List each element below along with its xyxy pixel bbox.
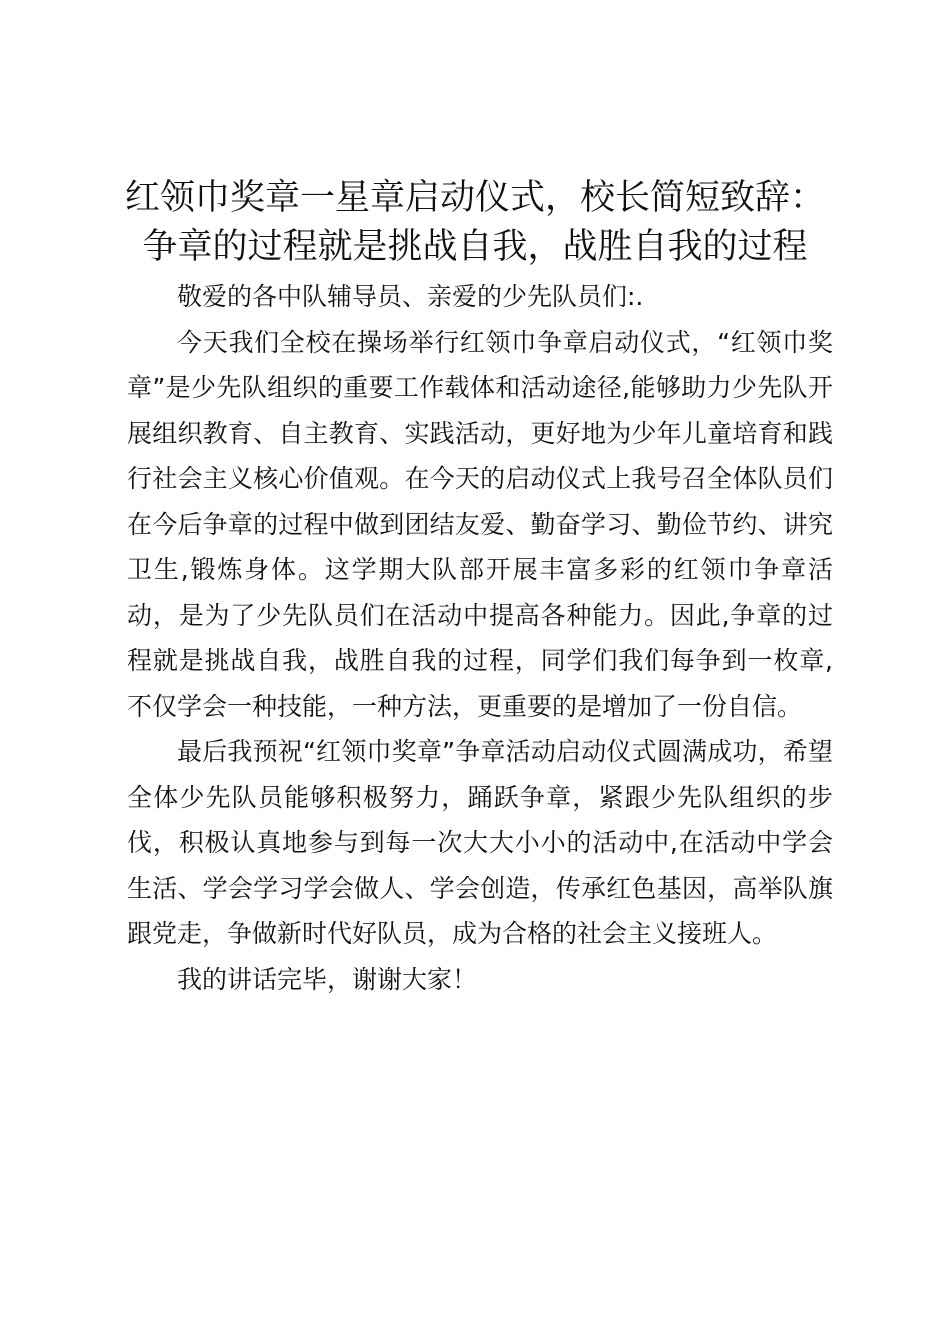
salutation-paragraph: 敬爱的各中队辅导员、亲爱的少先队员们:.: [177, 282, 644, 311]
closing-paragraph: 我的讲话完毕，谢谢大家！: [177, 964, 478, 994]
document-title-line-2: 争章的过程就是挑战自我，战胜自我的过程: [142, 227, 808, 267]
document-title-line-1: 红领巾奖章一星章启动仪式，校长简短致辞：: [124, 178, 825, 218]
body-paragraph: 今天我们全校在操场举行红领巾争章启动仪式，“红领巾奖章”是少先队组织的重要工作载体和活动途径,能够助力少先队开展组织教育、自主教育、实践活动，更好地为少年儿童培育和践行社会主义核心价值观。在今天的启动仪式上我号召全体队员们在今后争章的过程中做到团结友爱、勤奋学习、勤俭节约、讲究卫生,锻炼身体。这学期大队部开展丰富多彩的红领巾争章活动，是为了少先队员们在活动中提高各种能力。因此,争章的过程就是挑战自我，战胜自我的过程，同学们我们每争到一枚章,不仅学会一种技能，一种方法，更重要的是增加了一份自信。: [127, 327, 833, 721]
document-body: [127, 274, 833, 1002]
body-paragraph: 最后我预祝“红领巾奖章”争章活动启动仪式圆满成功，希望全体少先队员能够积极努力，踊跃争章，紧跟少先队组织的步伐，积极认真地参与到每一次大大小小的活动中,在活动中学会生活、学会学习学会做人、学会创造，传承红色基因，高举队旗跟党走，争做新时代好队员，成为合格的社会主义接班人。: [127, 737, 833, 948]
